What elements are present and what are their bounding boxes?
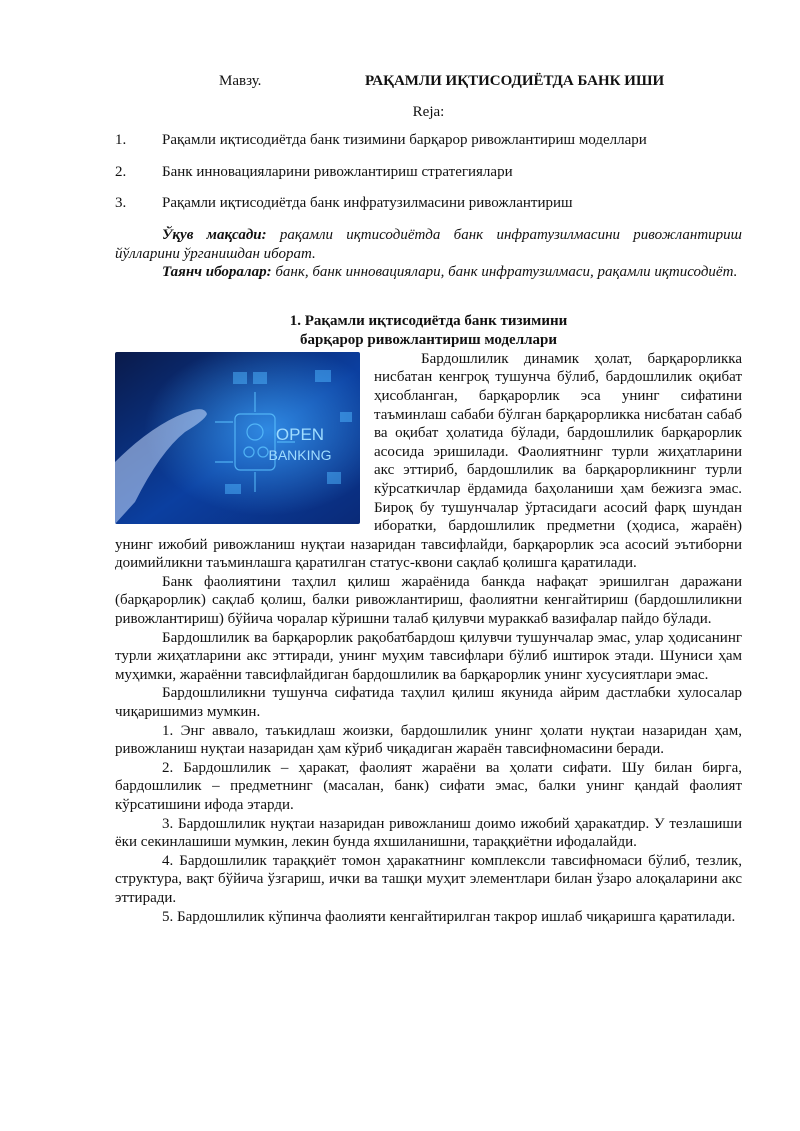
numbered-paragraph: 3. Бардошлилик нуқтаи назаридан ривожланиш доимо ижобий ҳаракатдир. У тезлашиши ёки секинлашиши мумкин, лекин бунда яхшиланишни, тараққиётни ифодалайди. [115,815,742,851]
numbered-paragraph: 4. Бардошлилик тараққиёт томон ҳаракатнинг комплексли тавсифномаси бўлиб, тезлик, структура, вақт бўйича ўзгариш, ички ва ташқи муҳит элементлари билан ўзаро алоқаларини акс эттиради. [115,852,742,906]
plan-item-number: 3. [115,195,127,212]
plan-item-number: 2. [115,163,127,180]
topic-label: Мавзу. [219,73,262,89]
paragraph: Бардошлилик ва барқарорлик рақобатбардош қилувчи тушунчалар эмас, улар ҳодисанинг турли жиҳатларини акс эттиради, унинг муҳим тавсифлари бўлиб иштирок этади. Шуниси ҳам муҳимки, жараённи тавсифлайдиган бардошлилик ва барқарорлик унинг хусусиятлари эмас. [115,629,742,683]
paragraph: Бардошлиликни тушунча сифатида таҳлил қилиш якунида айрим дастлабки хулосалар чиқаришимиз мумкин. [115,685,742,721]
numbered-paragraph: 1. Энг аввало, таъкидлаш жоизки, бардошлилик унинг ҳолати нуқтаи назаридан ҳам, ривожланиш нуқтаи назаридан ҳам кўриб чиқадиган жараён тавсифномасини беради. [115,722,742,758]
section-heading-line-2: барқарор ривожлантириш моделлари [299,331,558,348]
plan-item-text: Банк инновацияларини ривожлантириш стратегиялари [162,163,513,180]
paragraph: Банк фаолиятини таҳлил қилиш жараёнида банкда нафақат эришилган даражани (барқарорлик) сақлаб қолиш, балки ривожлантириш, фаолиятни кенгайтириш (бардошлиликни ривожлантириш) бўйича чоралар кўришни талаб қилувчи мураккаб вазифалар пайдо бўлади. [115,573,742,628]
keywords [115,263,742,282]
plan-list [115,131,742,213]
image-text-open: OPEN [275,424,325,444]
document-title: РАҚАМЛИ ИҚТИСОДИЁТДА БАНК ИШИ [365,73,665,89]
learning-goal [115,226,742,263]
plan-item-number: 1. [115,132,127,149]
plan-item [115,131,742,150]
numbered-paragraph: 2. Бардошлилик – ҳаракат, фаолият жараёни ва ҳолати сифати. Шу билан бирга, бардошлилик – предметнинг (масалан, банк) сифати эмас, балки унинг қандай фаолият кўрсатишини ифода этарди. [115,759,742,813]
plan-item [115,163,742,182]
document-body [115,72,742,926]
section-heading-line-1: 1. Рақамли иқтисодиётда банк тизимини [289,312,568,329]
topic-line [115,72,742,91]
image-text-banking: BANKING [268,446,332,463]
section-heading [115,312,742,350]
numbered-paragraph: 5. Бардошлилик кўпинча фаолияти кенгайтирилган такрор ишлаб чиқаришга қаратилади. [162,908,736,925]
keywords-text: банк, банк инновациялари, банк инфратузилмаси, рақамли иқтисодиёт. [275,264,738,281]
learning-goal-label: Ўқув мақсади: [162,226,267,243]
plan-item-text: Рақамли иқтисодиётда банк инфратузилмасини ривожлантириш [162,195,573,212]
learning-goal-text: рақамли иқтисодиётда банк инфратузилмасини ривожлантириш йўлларини ўрганишдан иборат. [115,226,743,262]
plan-heading: Reja: [412,103,445,120]
keywords-label: Таянч иборалар: [162,264,272,281]
plan-item [115,194,742,213]
paragraph: Бардошлилик динамик ҳолат, барқарорликка нисбатан кенгроқ тушунча бўлиб, бардошлилик оқибат ҳисобланган, барқарорлик эса унинг сифатини таъминлаш сабаби бўлган барқарорликка нисбатан сабаб ва оқибат ҳолатида бўлади, бардошлилик барқарорлик асосида эришилади. Фаолиятнинг турли жиҳатларини акс эттириб, бардошлилик ва барқарорликнинг турли кўрсаткичлар ёрдамида баҳоланиши ҳам бежизга эмас. Бироқ бу тушунчалар ўртасидаги асосий фарқ шундан иборатки, бардошлилик предметни (ҳодиса, жараён) унинг ижобий ривожланиш нуқтаи назаридан тавсифлайди, барқарорлик эса асосий эътиборни доимийликни таъминлашга қаратилган статус-квони сақлаб қолишга қаратилади. [115,350,742,572]
open-banking-image [115,352,360,524]
plan-item-text: Рақамли иқтисодиётда банк тизимини барқарор ривожлантириш моделлари [162,132,647,149]
